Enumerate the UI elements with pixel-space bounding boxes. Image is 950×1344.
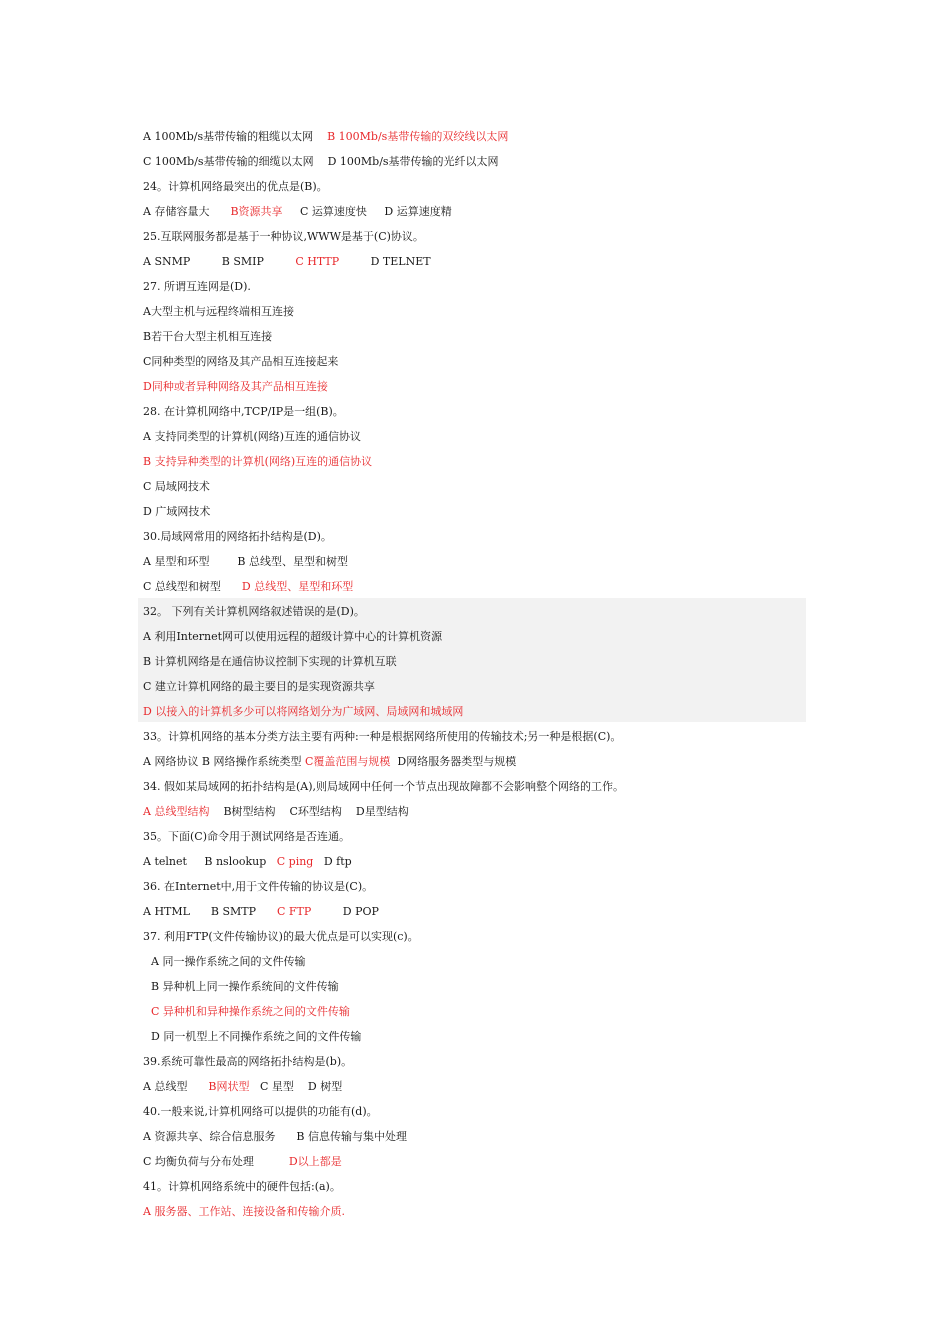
text-line xyxy=(143,274,251,299)
line-text xyxy=(314,155,328,168)
text-line xyxy=(151,1024,361,1049)
line-text: A telnet B nslookup xyxy=(143,855,277,868)
line-text: A 网络协议 B 网络操作系统类型 xyxy=(143,755,306,768)
answer-text: D以上都是 xyxy=(288,1155,342,1168)
line-text: A 支持同类型的计算机(网络)互连的通信协议 xyxy=(143,430,362,443)
text-line xyxy=(143,374,328,399)
text-line xyxy=(151,949,305,974)
text-line xyxy=(143,424,361,449)
line-text: C 均衡负荷与分布处理 xyxy=(143,1155,289,1168)
line-text: 30.局域网常用的网络拓扑结构是(D)。 xyxy=(143,530,332,543)
line-text: 40.一般来说,计算机网络可以提供的功能有(d)。 xyxy=(143,1105,378,1118)
line-text: C 建立计算机网络的最主要目的是实现资源共享 xyxy=(143,680,375,693)
answer-text: C HTTP xyxy=(295,255,340,268)
line-text: A 星型和环型 B 总线型、星型和树型 xyxy=(143,555,348,568)
text-line xyxy=(143,524,332,549)
text-line xyxy=(143,549,348,574)
line-text: A 资源共享、综合信息服务 B 信息传输与集中处理 xyxy=(143,1130,407,1143)
answer-text: A 服务器、工作站、连接设备和传输介质. xyxy=(143,1205,345,1218)
line-text: A 存储容量大 xyxy=(143,205,210,218)
text-line xyxy=(151,974,339,999)
text-line xyxy=(143,449,372,474)
line-text xyxy=(313,130,327,143)
text-line xyxy=(143,1199,345,1224)
text-line xyxy=(151,999,350,1024)
line-text: 24。计算机网络最突出的优点是(B)。 xyxy=(143,180,328,193)
line-text: C 100Mb/s基带传输的细缆以太网 xyxy=(143,155,314,168)
answer-text: C FTP xyxy=(277,905,312,918)
line-text: 28. 在计算机网络中,TCP/IP是一组(B)。 xyxy=(143,405,344,418)
text-line xyxy=(143,399,344,424)
line-text: B树型结构 C环型结构 D星型结构 xyxy=(209,805,409,818)
line-text: 32。 下列有关计算机网络叙述错误的是(D)。 xyxy=(143,605,365,618)
line-text: 33。计算机网络的基本分类方法主要有两种:一种是根据网络所使用的传输技术;另一种是根据(C)。 xyxy=(143,730,622,743)
line-text: A 同一操作系统之间的文件传输 xyxy=(151,955,306,968)
line-text: C 总线型和树型 xyxy=(143,580,242,593)
line-text: 39.系统可靠性最高的网络拓扑结构是(b)。 xyxy=(143,1055,353,1068)
line-text: D POP xyxy=(311,905,379,918)
line-text: A HTML B SMTP xyxy=(143,905,278,918)
text-line xyxy=(143,624,442,649)
line-text: C 星型 D 树型 xyxy=(249,1080,343,1093)
line-text: 34. 假如某局域网的拓扑结构是(A),则局域网中任何一个节点出现故障都不会影响整个网络的工作。 xyxy=(143,780,625,793)
answer-text: B 100Mb/s基带传输的双绞线以太网 xyxy=(327,130,509,143)
answer-text: D 总线型、星型和环型 xyxy=(241,580,354,593)
text-line xyxy=(143,1049,352,1074)
line-text: B 计算机网络是在通信协议控制下实现的计算机互联 xyxy=(143,655,397,668)
text-line xyxy=(143,1074,342,1099)
line-text: 25.互联网服务都是基于一种协议,WWW是基于(C)协议。 xyxy=(143,230,424,243)
line-text: 41。计算机网络系统中的硬件包括:(a)。 xyxy=(143,1180,341,1193)
text-line xyxy=(143,899,379,924)
text-line xyxy=(143,674,375,699)
text-line xyxy=(143,649,397,674)
line-text: D ftp xyxy=(313,855,352,868)
text-line xyxy=(143,499,210,524)
line-text: A 100Mb/s基带传输的粗缆以太网 xyxy=(143,130,314,143)
line-text: C 局域网技术 xyxy=(143,480,210,493)
text-line xyxy=(143,249,431,274)
text-line xyxy=(143,1149,342,1174)
line-text: A 总线型 xyxy=(143,1080,209,1093)
answer-text: D 以接入的计算机多少可以将网络划分为广域网、局域网和城域网 xyxy=(143,705,464,718)
line-text: D网络服务器类型与规模 xyxy=(390,755,517,768)
text-line xyxy=(143,574,353,599)
answer-text: C 异种机和异种操作系统之间的文件传输 xyxy=(151,1005,350,1018)
line-text: D 同一机型上不同操作系统之间的文件传输 xyxy=(151,1030,362,1043)
answer-text: B网状型 xyxy=(208,1080,250,1093)
line-text: A大型主机与远程终端相互连接 xyxy=(143,305,294,318)
text-line xyxy=(143,1124,407,1149)
text-line xyxy=(143,124,508,149)
line-text: A 利用Internet网可以使用远程的超级计算中心的计算机资源 xyxy=(143,630,443,643)
text-line xyxy=(143,1174,341,1199)
line-text: D 100Mb/s基带传输的光纤以太网 xyxy=(327,155,499,168)
line-text: B 异种机上同一操作系统间的文件传输 xyxy=(151,980,339,993)
text-line xyxy=(143,924,419,949)
line-text: 35。下面(C)命令用于测试网络是否连通。 xyxy=(143,830,350,843)
text-line xyxy=(143,774,624,799)
answer-text: B 支持异种类型的计算机(网络)互连的通信协议 xyxy=(143,455,373,468)
line-text: B若干台大型主机相互连接 xyxy=(143,330,273,343)
text-line xyxy=(143,874,373,899)
answer-text: A 总线型结构 xyxy=(143,805,210,818)
line-text: C同种类型的网络及其产品相互连接起来 xyxy=(143,355,339,368)
text-line xyxy=(143,199,452,224)
line-text xyxy=(209,205,230,218)
text-line xyxy=(143,749,516,774)
text-line xyxy=(143,1099,378,1124)
line-text: 37. 利用FTP(文件传输协议)的最大优点是可以实现(c)。 xyxy=(143,930,419,943)
line-text: 36. 在Internet中,用于文件传输的协议是(C)。 xyxy=(143,880,374,893)
line-text: C 运算速度快 D 运算速度精 xyxy=(282,205,452,218)
line-text: A SNMP B SMIP xyxy=(143,255,296,268)
line-text: D 广域网技术 xyxy=(143,505,211,518)
answer-text: B资源共享 xyxy=(230,205,283,218)
answer-text: D同种或者异种网络及其产品相互连接 xyxy=(143,380,328,393)
text-line xyxy=(143,349,338,374)
text-line xyxy=(143,224,424,249)
text-line xyxy=(143,149,499,174)
text-line xyxy=(143,599,365,624)
text-line xyxy=(143,849,352,874)
text-line xyxy=(143,824,350,849)
text-line xyxy=(143,299,294,324)
text-line xyxy=(143,174,328,199)
line-text: 27. 所谓互连网是(D). xyxy=(143,280,251,293)
line-text: D TELNET xyxy=(339,255,431,268)
text-line xyxy=(143,699,463,724)
text-line xyxy=(143,474,210,499)
text-line xyxy=(143,799,409,824)
text-line xyxy=(143,724,621,749)
answer-text: C ping xyxy=(276,855,314,868)
answer-text: C覆盖范围与规模 xyxy=(305,755,391,768)
text-line xyxy=(143,324,272,349)
